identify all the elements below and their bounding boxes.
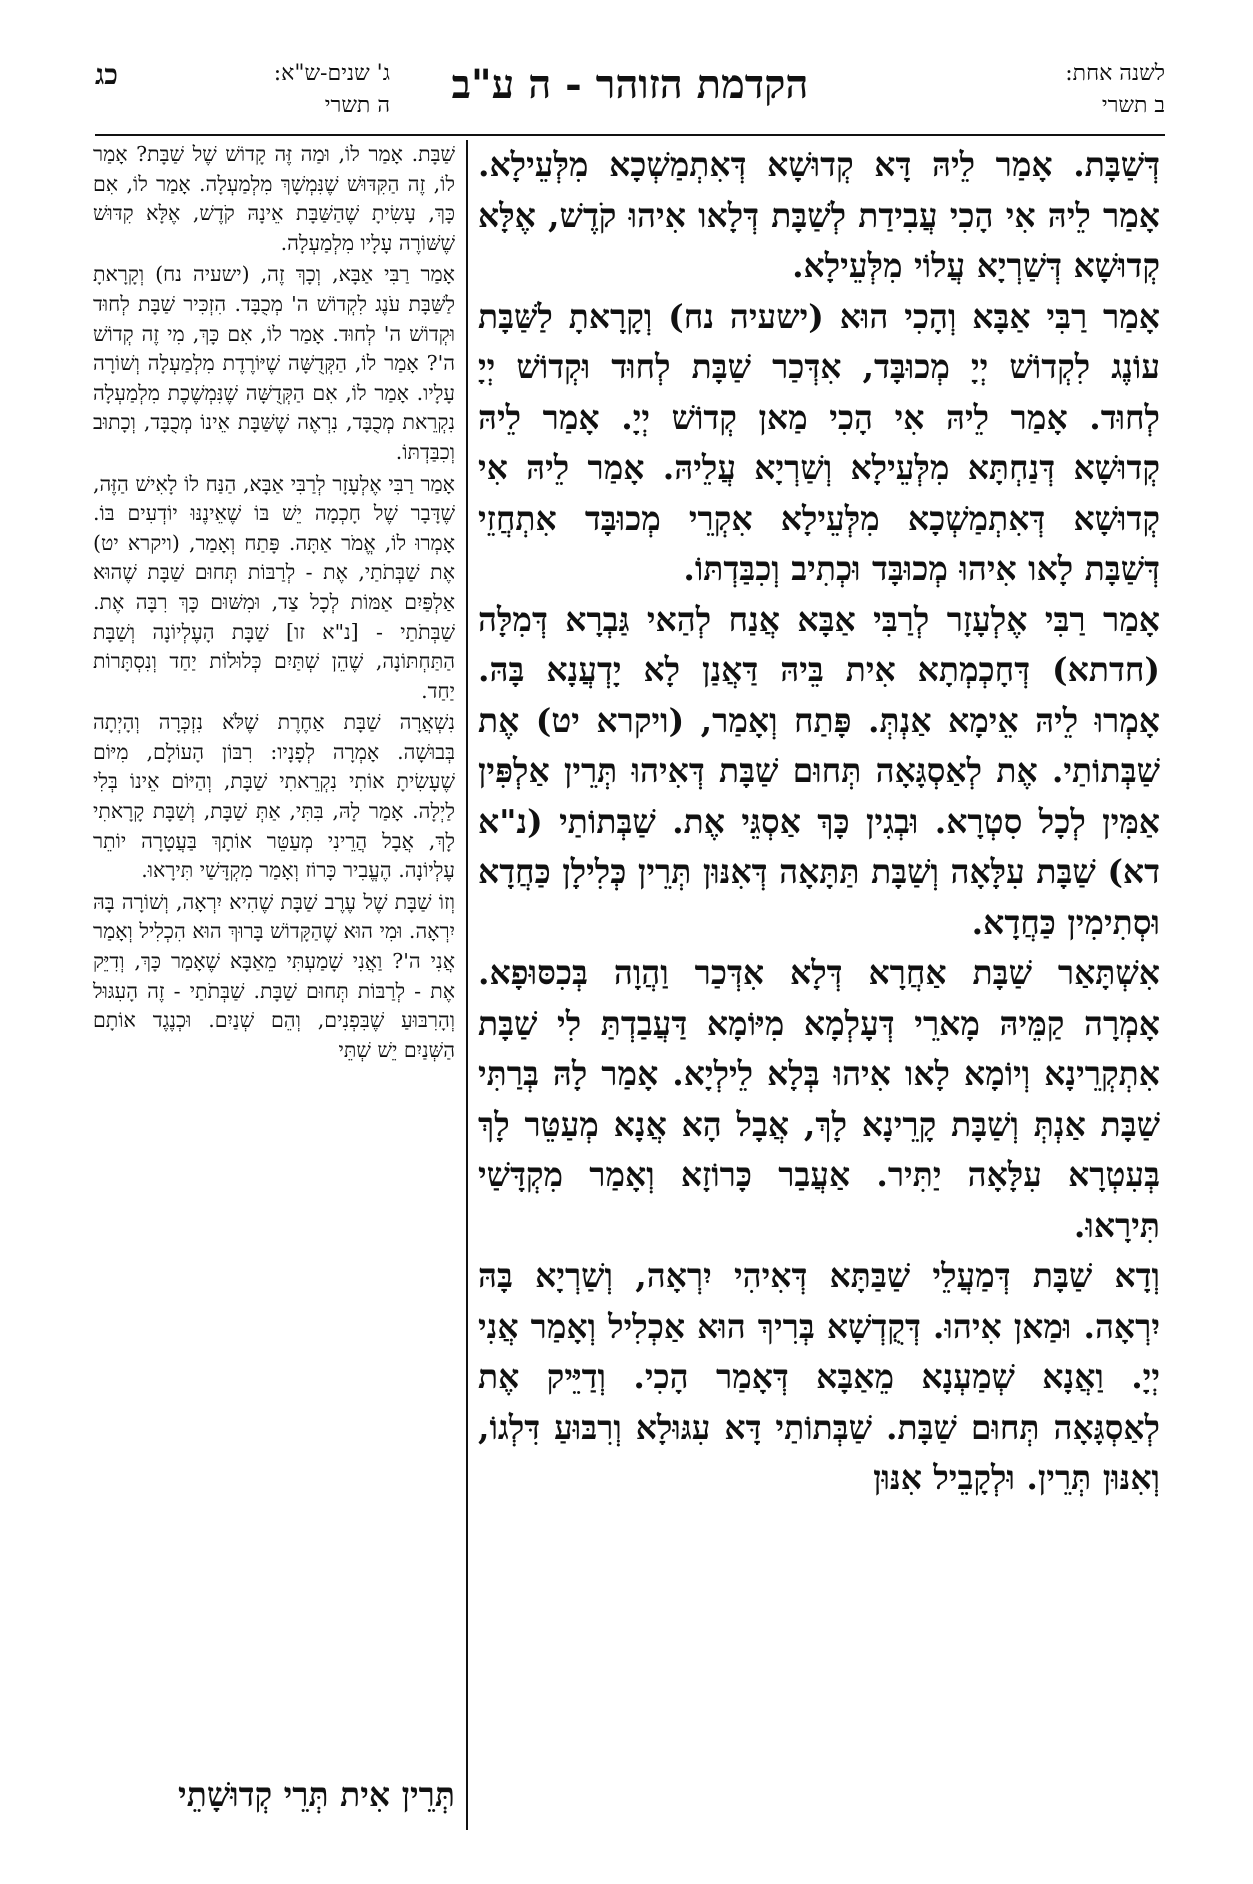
header-right-line2: ב תשרי	[1101, 93, 1165, 118]
header-right-line1: לשנה אחת:	[1065, 61, 1165, 86]
page-number: כג	[95, 58, 118, 91]
page-title: הקדמת הזוהר - ה ע"ב	[451, 61, 809, 108]
side-column	[93, 140, 455, 1760]
side-paragraph-1: שַׁבָּת. אָמַר לוֹ, וּמַה זֶּה קָדוֹשׁ שֶׁל שַׁבָּת? אָמַר לוֹ, זֶה הַקִּדּוּשׁ שֶׁנִּמְשָׁךְ מִלְמַעְלָה. אָמַר לוֹ, אִם כָּךְ, עָשִׂיתָ שֶׁהַשַּׁבָּת אֵינָהּ קֹדֶשׁ, אֶלָּא קִדּוּשׁ שֶׁשּׁוֹרֶה עָלָיו מִלְמַעְלָה.	[93, 142, 455, 255]
main-paragraph-3: אָמַר רַבִּי אֶלְעָזָר לְרַבִּי אַבָּא אֲנַח לְהַאי גַּבְרָא דְּמִלָּה (חדתא) דְּחָכְמְתָא אִית בֵּיהּ דַּאֲנַן לָא יָדְעֲנָא בָּהּ. אָמְרוּ לֵיהּ אֵימָא אַנְתְּ. פָּתַח וְאָמַר, (ויקרא יט) אֶת שַׁבְּתוֹתַי. אֶת לְאַסְגָּאָה תְּחוּם שַׁבָּת דְּאִיהוּ תְּרֵין אַלְפִּין אַמִּין לְכָל סִטְרָא. וּבְגִין כָּךְ אַסְגֵּי אֶת. שַׁבְּתוֹתַי (נ"א דא) שַׁבָּת עִלָּאָה וְשַׁבָּת תַּתָּאָה דְּאִנּוּן תְּרֵין כְּלִילָן כַּחֲדָא וּסְתִימִין כַּחֲדָא.	[478, 599, 1160, 942]
main-paragraph-1: דְּשַׁבָּת. אָמַר לֵיהּ דָּא קְדוּשָׁא דְּאִתְמַשְׁכָא מִלְּעֵילָא. אָמַר לֵיהּ אִי הָכִי עֲבִידַת לְשַׁבָּת דְּלָאו אִיהוּ קֹדֶשׁ, אֶלָּא קְדוּשָׁא דְּשַׁרְיָא עֲלוֹי מִלְּעֵילָא.	[478, 145, 1160, 285]
header-rule	[95, 134, 1165, 136]
side-paragraph-4: נִשְׁאֲרָה שַׁבָּת אַחֶרֶת שֶׁלֹּא נִזְכְּרָה וְהָיְתָה בְּבוּשָׁה. אָמְרָה לְפָנָיו: רִבּוֹן הָעוֹלָם, מִיּוֹם שֶׁעָשִׂיתָ אוֹתִי נִקְרֵאתִי שַׁבָּת, וְהַיּוֹם אֵינוֹ בְּלִי לַיְלָה. אָמַר לָהּ, בִּתִּי, אַתְּ שַׁבָּת, וְשַׁבָּת קָרָאתִי לָךְ, אֲבָל הֲרֵינִי מְעַטֵּר אוֹתָךְ בַּעֲטָרָה יוֹתֵר עֶלְיוֹנָה. הֶעֱבִיר כָּרוֹז וְאָמַר מִקְדָּשַׁי תִּירָאוּ.	[93, 710, 455, 883]
page-header	[95, 58, 1165, 132]
header-left-date	[150, 58, 390, 122]
header-left-line1: ג' שנים-ש"א:	[273, 61, 390, 86]
main-paragraph-2: אָמַר רַבִּי אַבָּא וְהָכִי הוּא (ישעיה נח) וְקָרָאתָ לַשַּׁבָּת עוֹנֶג לִקְדוֹשׁ יְיָ מְכוּבָּד, אִדְּכַר שַׁבָּת לְחוּד וּקְדוֹשׁ יְיָ לְחוּד. אָמַר לֵיהּ אִי הָכִי מַאן קְדוֹשׁ יְיָ. אָמַר לֵיהּ קְדוּשָׁא דְּנַחְתָּא מִלְּעֵילָא וְשַׁרְיָא עֲלֵיהּ. אָמַר לֵיהּ אִי קְדוּשָׁא דְּאִתְמַשְׁכָא מִלְּעֵילָא אִקְרֵי מְכוּבָּד אִתְחֲזֵי דְּשַׁבָּת לָאו אִיהוּ מְכוּבָּד וּכְתִיב וְכִבַּדְתּוֹ.	[478, 296, 1160, 588]
main-column	[478, 140, 1160, 1830]
side-paragraph-3: אָמַר רַבִּי אֶלְעָזָר לְרַבִּי אַבָּא, הַנַּח לוֹ לָאִישׁ הַזֶּה, שֶׁדָּבָר שֶׁל חָכְמָה יֵשׁ בּוֹ שֶׁאֵינֶנּוּ יוֹדְעִים בּוֹ. אָמְרוּ לוֹ, אֱמֹר אַתָּה. פָּתַח וְאָמַר, (ויקרא יט) אֶת שַׁבְּתֹתַי, אֶת - לְרַבּוֹת תְּחוּם שַׁבָּת שֶׁהוּא אַלְפַּיִם אַמּוֹת לְכָל צַד, וּמִשּׁוּם כָּךְ רִבָּה אֶת. שַׁבְּתֹתַי - [נ"א זו] שַׁבָּת הָעֶלְיוֹנָה וְשַׁבָּת הַתַּחְתּוֹנָה, שֶׁהֵן שְׁתַּיִם כְּלוּלוֹת יַחַד וְנִסְתָּרוֹת יַחַד.	[93, 471, 455, 703]
side-paragraph-2: אָמַר רַבִּי אַבָּא, וְכָךְ זֶה, (ישעיה נח) וְקָרָאתָ לַשַּׁבָּת עֹנֶג לִקְדוֹשׁ ה' מְכֻבָּד. הִזְכִּיר שַׁבָּת לְחוּד וּקְדוֹשׁ ה' לְחוּד. אָמַר לוֹ, אִם כָּךְ, מִי זֶה קְדוֹשׁ ה'? אָמַר לוֹ, הַקְּדֻשָּׁה שֶׁיּוֹרֶדֶת מִלְמַעְלָה וְשׁוֹרָה עָלָיו. אָמַר לוֹ, אִם הַקְּדֻשָּׁה שֶׁנִּמְשֶׁכֶת מִלְמַעְלָה נִקְרֵאת מְכֻבָּד, נִרְאֶה שֶׁשַּׁבָּת אֵינוֹ מְכֻבָּד, וְכָתוּב וְכִבַּדְתּוֹ.	[93, 262, 455, 464]
main-paragraph-4: אִשְׁתָּאַר שַׁבָּת אַחֲרָא דְּלָא אִדְּכַר וַהֲוָה בְּכִסּוּפָא. אָמְרָה קַמֵּיהּ מָארֵי דְּעָלְמָא מִיּוֹמָא דַּעֲבַדְתַּ לִי שַׁבָּת אִתְקְרֵינָא וְיוֹמָא לָאו אִיהוּ בְּלָא לֵילְיָא. אָמַר לָהּ בְּרַתִּי שַׁבָּת אַנְתְּ וְשַׁבָּת קָרֵינָא לָךְ, אֲבָל הָא אֲנָא מְעַטֵּר לָךְ בְּעִטְרָא עִלָּאָה יַתִּיר. אַעֲבַר כָּרוֹזָא וְאָמַר מִקְדָּשַׁי תִּירָאוּ.	[478, 953, 1160, 1245]
main-paragraph-5: וְדָא שַׁבָּת דְּמַעֲלֵי שַׁבַּתָּא דְּאִיהִי יִרְאָה, וְשַׁרְיָא בָּהּ יִרְאָה. וּמַאן אִיהוּ. דְּקֻדְשָׁא בְּרִיךְ הוּא אַכְלִיל וְאָמַר אֲנִי יְיָ. וַאֲנָא שְׁמַעְנָא מֵאַבָּא דְּאָמַר הָכִי. וְדַיֵּיק אֶת לְאַסְגָּאָה תְּחוּם שַׁבָּת. שַׁבְּתוֹתַי דָּא עִגּוּלָא וְרִבּוּעַ דִּלְגוֹ, וְאִנּוּן תְּרֵין. וּלְקָבֵיל אִנּוּן	[478, 1256, 1160, 1497]
side-footer-text: תְּרֵין אִית תְּרֵי קְדוּשָׁתֵי	[178, 1775, 455, 1814]
header-left-line2: ה תשרי	[324, 93, 390, 118]
column-divider	[466, 140, 468, 1830]
side-paragraph-5: וְזוֹ שַׁבָּת שֶׁל עֶרֶב שַׁבָּת שֶׁהִיא יִרְאָה, וְשׁוֹרָה בָּהּ יִרְאָה. וּמִי הוּא שֶׁהַקָּדוֹשׁ בָּרוּךְ הוּא הִכְלִיל וְאָמַר אֲנִי ה'? וַאֲנִי שָׁמַעְתִּי מֵאַבָּא שֶׁאָמַר כָּךְ, וְדִיֵּק אֶת - לְרַבּוֹת תְּחוּם שַׁבָּת. שַׁבְּתֹתַי - זֶה הָעִגּוּל וְהָרִבּוּעַ שֶׁבִּפְנִים, וְהֵם שְׁנַיִם. וּכְנֶגֶד אוֹתָם הַשְּׁנַיִם יֵשׁ שְׁתֵּי	[93, 889, 455, 1062]
